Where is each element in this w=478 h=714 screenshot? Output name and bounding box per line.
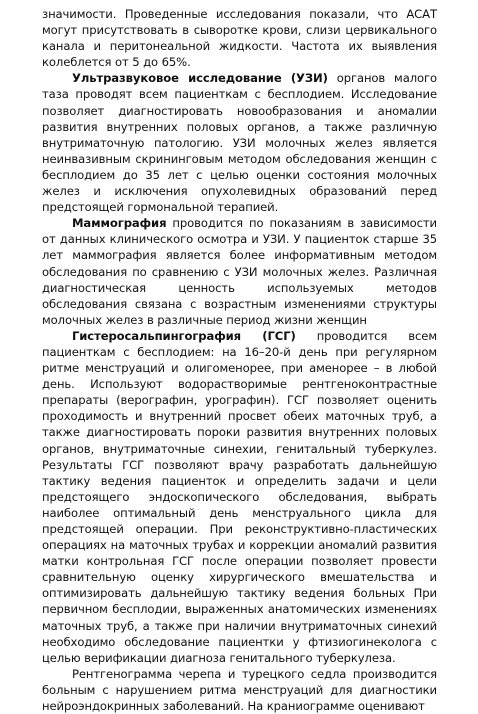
term-hysterosalpingography: Гистеросальпингография (ГСГ): [72, 328, 296, 343]
paragraph-ultrasound: [42, 70, 437, 215]
paragraph-text: Рентгенограмма черепа и турецкого седла производится больным с нарушением ритма менструаций для диагностики нейроэндокринных заболеваний. На краниограмме оценивают: [42, 666, 437, 714]
paragraph-mammography: [42, 215, 437, 328]
paragraph-skull-radiograph: [42, 666, 437, 714]
paragraph-text: значимости. Проведенные исследования показали, что АСАТ могут присутствовать в сыворотке крови, слизи цервикального канала и перитонеальной жидкости. Частота их выявления колеблется от 5 до 65%.: [42, 7, 437, 70]
paragraph-hysterosalpingography: [42, 328, 437, 666]
term-mammography: Маммография: [72, 216, 167, 231]
term-ultrasound: Ультразвуковое исследование (УЗИ): [72, 71, 328, 86]
paragraph-text: органов малого таза проводят всем пациенткам с бесплодием. Исследование позволяет диагностировать новообразования и аномалии развития внутренних половых органов, а также различную внутриматочную патологию. УЗИ молочных желез является неинвазивным скрининговым методом обследования женщин с бесплодием до 35 лет с целью оценки состояния молочных желез и исключения опухолевидных образований перед предстоящей гормональной терапией.: [42, 71, 437, 215]
paragraph-acat-significance: [42, 6, 437, 70]
paragraph-text: проводится всем пациенткам с бесплодием: на 16–20-й день при регулярном ритме менструаций и олигоменорее, при аменорее – в любой день. Используют водорастворимые рентгеноконтрастные препараты (верографин, урографин). ГСГ позволяет оценить проходимость и внутренний просвет обеих маточных труб, а также диагностировать пороки развития внутренних половых органов, внутриматочные синехии, генитальный туберкулез. Результаты ГСГ позволяют врачу разработать дальнейшую тактику ведения пациенток и определить задачи и цели предстоящего эндоскопического обследования, выбрать наиболее оптимальный день менструального цикла для предстоящей операции. При реконструктивно-пластических операциях на маточных трубах и коррекции аномалий развития матки контрольная ГСГ после операции позволяет провести сравнительную оценку хирургического вмешательства и оптимизировать дальнейшую тактику ведения больных При первичном бесплодии, выраженных анатомических изменениях маточных труб, а также при наличии внутриматочных синехий необходимо обследование пациентки у фтизиогинеколога с целью верификации диагноза генитального туберкулеза.: [42, 328, 437, 665]
paragraph-text: проводится по показаниям в зависимости от данных клинического осмотра и УЗИ. У пациенток старше 35 лет маммография является более информативным методом обследования по сравнению с УЗИ молочных желез. Различная диагностическая ценность используемых методов обследования связана с возрастным изменениями структуры молочных желез в различные период жизни женщин: [42, 216, 437, 327]
